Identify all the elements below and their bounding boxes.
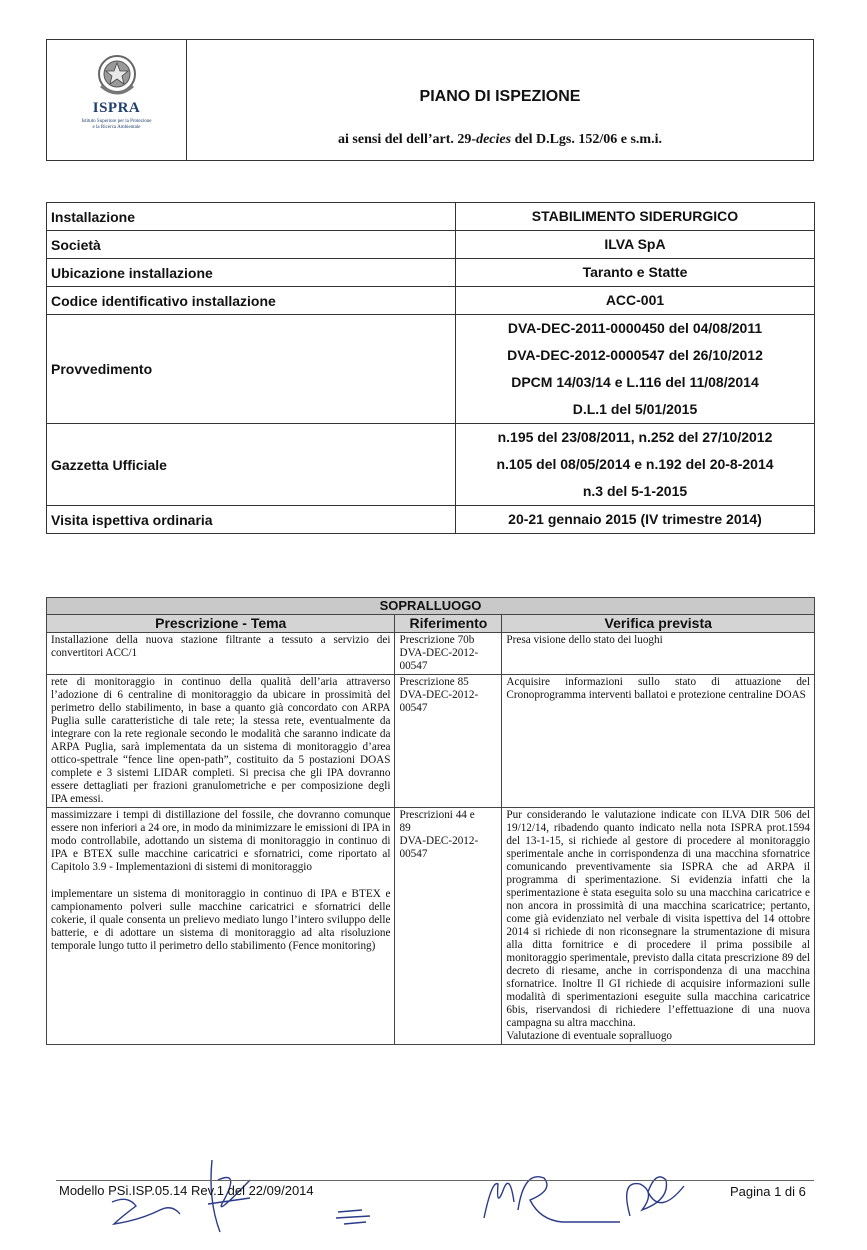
section-title: SOPRALLUOGO xyxy=(47,598,815,615)
info-label: Provvedimento xyxy=(47,315,456,424)
info-value-line: D.L.1 del 5/01/2015 xyxy=(572,401,698,417)
tema-text: rete di monitoraggio in continuo della qualità dell’aria attraverso l’adozione di 6 centraline di monitoraggio da ubicare in prossimità del perimetro dello stabilimento, in base a quanto già concordato con ARPA Puglia sulle caratteristiche di tale rete; la stessa rete, eventualmente da integrare con la rete regionale secondo le modalità che saranno indicate da ARPA Puglia, sarà implementata da un sistema di monitoraggio d’area ottico-spettrale “fence line open-path”, costituito da 5 postazioni DOAS complete e 3 sistemi LIDAR completi. Si precisa che gli IPA dovranno essere dettagliati per frazioni granulometriche e per composizione degli IPA emessi. xyxy=(51,676,391,805)
riferimento-line: Prescrizione 85 xyxy=(399,676,469,688)
signature-mark xyxy=(336,1210,370,1224)
riferimento-line: Prescrizione 70b xyxy=(399,634,475,646)
verifica-cell xyxy=(502,808,815,1045)
info-value-line: Taranto e Statte xyxy=(582,264,688,280)
info-row xyxy=(47,287,815,315)
logo-subtitle-line1: Istituto Superiore per la Protezione xyxy=(81,119,152,124)
info-label: Visita ispettiva ordinaria xyxy=(47,506,456,534)
info-value xyxy=(456,203,815,231)
info-row xyxy=(47,315,815,424)
riferimento-line: DVA-DEC-2012- xyxy=(399,647,479,659)
info-row xyxy=(47,259,815,287)
info-row xyxy=(47,506,815,534)
subtitle-suffix: del D.Lgs. 152/06 e s.m.i. xyxy=(511,132,662,147)
italian-emblem-icon xyxy=(95,52,139,98)
info-label: Società xyxy=(47,231,456,259)
info-label: Codice identificativo installazione xyxy=(47,287,456,315)
info-label: Gazzetta Ufficiale xyxy=(47,424,456,506)
section-header-row xyxy=(47,598,815,615)
tema-cell xyxy=(47,633,395,675)
riferimento-line: 00547 xyxy=(399,848,428,860)
footer-model-revision: Modello PSi.ISP.05.14 Rev.1 del 22/09/2014 xyxy=(59,1183,314,1198)
info-row xyxy=(47,203,815,231)
info-value-line: ACC-001 xyxy=(605,292,665,308)
document-subtitle xyxy=(187,132,813,148)
info-value-line: DVA-DEC-2012-0000547 del 26/10/2012 xyxy=(507,347,763,363)
riferimento-line: DVA-DEC-2012- xyxy=(399,689,479,701)
tema-cell xyxy=(47,808,395,1045)
column-header-tema: Prescrizione - Tema xyxy=(47,615,395,633)
verifica-text: Presa visione dello stato dei luoghi xyxy=(506,634,663,646)
verifica-cell xyxy=(502,675,815,808)
logo-name: ISPRA xyxy=(92,100,141,116)
riferimento-line: 89 xyxy=(399,822,411,834)
info-value xyxy=(456,259,815,287)
verifica-text: Valutazione di eventuale sopralluogo xyxy=(506,1030,673,1042)
signature-mark xyxy=(484,1177,620,1222)
info-value xyxy=(456,287,815,315)
document-header xyxy=(46,39,814,161)
verifica-text: Pur considerando le valutazione indicate con ILVA DIR 506 del 19/12/14, ribadendo quanto indicato nella nota ISPRA prot.1594 del 13-1-15, si richiede al gestore di procedere al monitoraggio sperimentale anche in corrispondenza di una macchina sfornatrice comunicando preventivamente sia ISPRA che ad ARPA il programma di sperimentazione. Si evidenzia infatti che la sperimentazione è stata eseguita solo su una macchina caricatrice e non ancora in prossimità di una macchina scaricatrice; pertanto, come già evidenziato nel verbale di visita ispettiva del 14 ottobre 2014 si richiede di non riconsegnare la strumentazione di misura alla ditta fornitrice e di procedere il prima possibile al monitoraggio sperimentale, previsto dalla citata prescrizione 89 del decreto di riesame, anche in corrispondenza di una macchina sfornatrice. Inoltre Il GI richiede di acquisire informazioni sulle modalità di sperimentazioni eseguite sulla macchina caricatrice 6bis, riservandosi di richiedere l’effettuazione di una nuova campagna su altra macchina. xyxy=(506,809,810,1029)
installation-info-table xyxy=(46,202,815,534)
info-value xyxy=(456,315,815,424)
info-value-line: DPCM 14/03/14 e L.116 del 11/08/2014 xyxy=(511,374,759,390)
signature-mark xyxy=(627,1177,684,1216)
info-value-line: STABILIMENTO SIDERURGICO xyxy=(531,208,739,224)
sopralluogo-table xyxy=(46,597,815,1045)
paragraph-gap xyxy=(51,874,390,888)
document-title: PIANO DI ISPEZIONE xyxy=(419,88,581,105)
signature-mark xyxy=(112,1199,180,1224)
info-value-line: n.195 del 23/08/2011, n.252 del 27/10/2012 xyxy=(497,429,773,445)
ispra-logo xyxy=(47,40,187,160)
subtitle-prefix: ai sensi del dell’art. 29- xyxy=(338,132,477,147)
info-value xyxy=(456,424,815,506)
riferimento-cell xyxy=(395,633,502,675)
info-value-line: n.3 del 5-1-2015 xyxy=(582,483,688,499)
column-header-row xyxy=(47,615,815,633)
column-header-riferimento: Riferimento xyxy=(395,615,502,633)
table-row xyxy=(47,675,815,808)
riferimento-line: 00547 xyxy=(399,660,428,672)
info-value xyxy=(456,506,815,534)
riferimento-line: Prescrizioni 44 e xyxy=(399,809,475,821)
table-row xyxy=(47,633,815,675)
tema-text: implementare un sistema di monitoraggio in continuo di IPA e BTEX e campionamento polveri sulle macchine caricatrici e sfornatrici delle cokerie, il quale consenta un prelievo mediato lungo l’intero sviluppo delle batterie, e di adottare un sistema di monitoraggio ad alta risoluzione temporale lungo tutto il perimetro dello stabilimento (Fence monitoring) xyxy=(51,888,391,952)
table-row xyxy=(47,808,815,1045)
footer-page-number: Pagina 1 di 6 xyxy=(730,1184,806,1199)
logo-subtitle xyxy=(72,119,162,131)
footer-divider xyxy=(56,1180,814,1181)
info-value xyxy=(456,231,815,259)
column-header-verifica: Verifica prevista xyxy=(502,615,815,633)
tema-text: massimizzare i tempi di distillazione del fossile, che dovranno comunque essere non inferiori a 24 ore, in modo da minimizzare le emissioni di IPA in modo controllabile, adottando un sistema di monitoraggio in continuo di IPA e BTEX sulle macchine caricatrici e sfornatrici, come riportato al Capitolo 3.9 - Implementazioni di sistemi di monitoraggio xyxy=(51,809,391,873)
tema-cell xyxy=(47,675,395,808)
tema-text: Installazione della nuova stazione filtrante a tessuto a servizio dei convertitori ACC/1 xyxy=(51,634,391,659)
info-label: Installazione xyxy=(47,203,456,231)
riferimento-cell xyxy=(395,808,502,1045)
riferimento-line: 00547 xyxy=(399,702,428,714)
info-row xyxy=(47,424,815,506)
riferimento-cell xyxy=(395,675,502,808)
logo-subtitle-line2: e la Ricerca Ambientale xyxy=(92,125,141,130)
riferimento-line: DVA-DEC-2012- xyxy=(399,835,479,847)
info-label: Ubicazione installazione xyxy=(47,259,456,287)
subtitle-italic: decies xyxy=(476,132,512,147)
verifica-text: Acquisire informazioni sullo stato di attuazione del Cronoprogramma interventi ballatoi e protezione centraline DOAS xyxy=(506,676,810,701)
info-value-line: ILVA SpA xyxy=(604,236,666,252)
info-row xyxy=(47,231,815,259)
info-value-line: 20-21 gennaio 2015 (IV trimestre 2014) xyxy=(508,511,762,527)
verifica-cell xyxy=(502,633,815,675)
info-value-line: n.105 del 08/05/2014 e n.192 del 20-8-2014 xyxy=(496,456,774,472)
info-value-line: DVA-DEC-2011-0000450 del 04/08/2011 xyxy=(507,320,763,336)
